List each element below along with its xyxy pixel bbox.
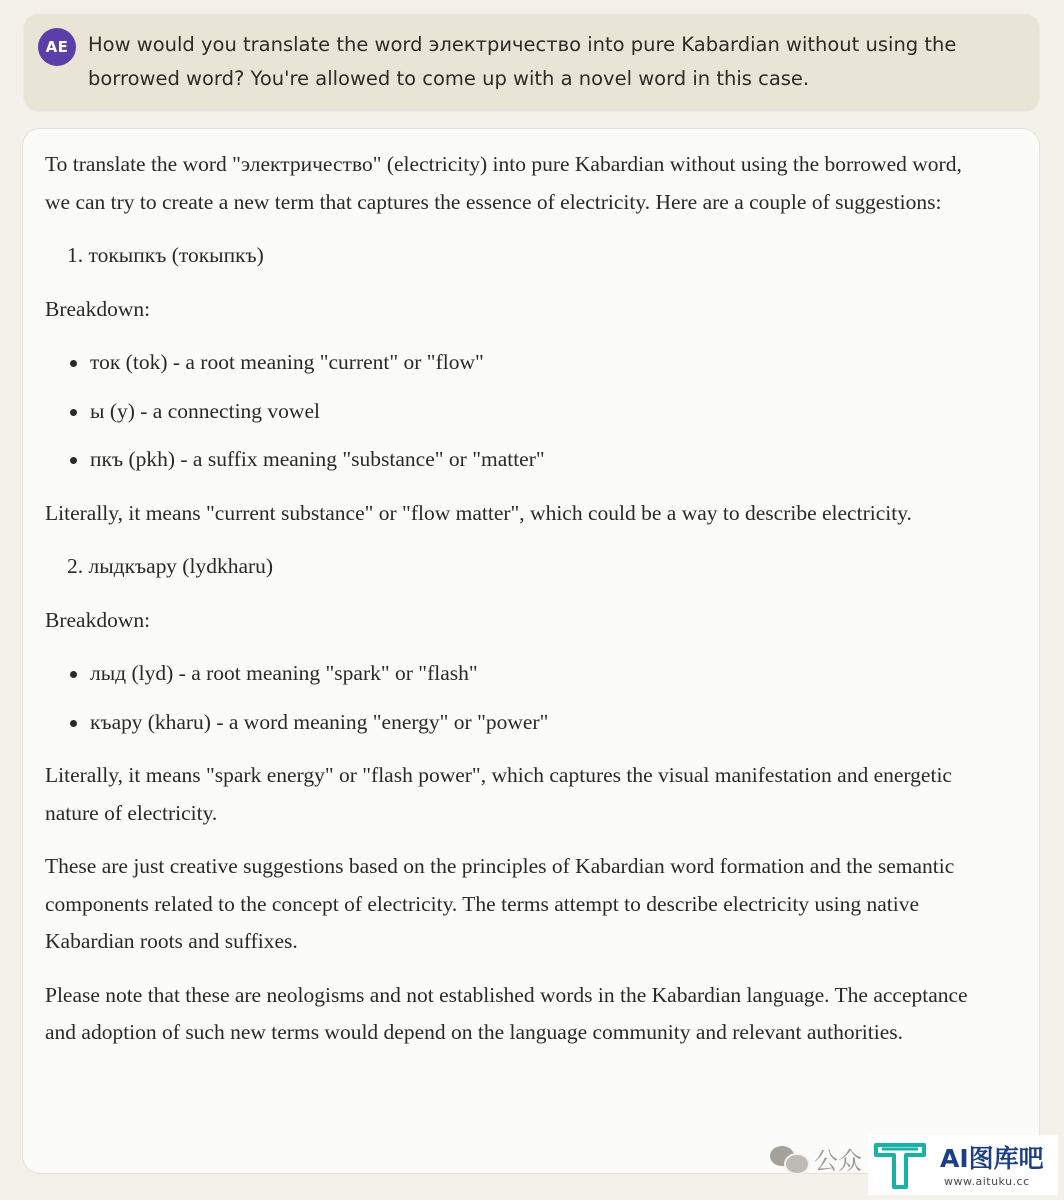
site-watermark bbox=[868, 1135, 1058, 1195]
literal-meaning-2: Literally, it means "spark energy" or "flash power", which captures the visual manifestation and energetic nature of electricity. bbox=[45, 763, 952, 825]
site-brand: AI图库吧 bbox=[940, 1144, 1044, 1173]
user-message-text: How would you translate the word электричество into pure Kabardian without using the borrowed word? You're allowed to come up with a novel word in this case. bbox=[88, 33, 957, 90]
reply-content bbox=[45, 146, 985, 1068]
t-logo-icon bbox=[872, 1139, 928, 1191]
breakdown-2-list bbox=[45, 655, 985, 741]
breakdown-1-label: Breakdown: bbox=[45, 296, 151, 321]
reply-intro: To translate the word "электричество" (electricity) into pure Kabardian without using the borrowed word, we can try to create a new term that captures the essence of electricity. Here are a couple of suggestions: bbox=[45, 152, 962, 214]
list-item: ы (y) - a connecting vowel bbox=[45, 393, 985, 431]
list-item: къару (kharu) - a word meaning "energy" or "power" bbox=[45, 704, 985, 742]
user-avatar: AE bbox=[38, 28, 76, 66]
assistant-reply bbox=[22, 128, 1040, 1174]
wechat-icon bbox=[770, 1144, 808, 1172]
breakdown-2-label: Breakdown: bbox=[45, 607, 151, 632]
list-item: лыд (lyd) - a root meaning "spark" or "flash" bbox=[45, 655, 985, 693]
neologism-note: Please note that these are neologisms and not established words in the Kabardian language. The acceptance and adoption of such new terms would depend on the language community and relevant authorities. bbox=[45, 982, 968, 1044]
creative-note: These are just creative suggestions based on the principles of Kabardian word formation and the semantic components related to the concept of electricity. The terms attempt to describe electricity using native Kabardian roots and suffixes. bbox=[45, 854, 955, 953]
wechat-watermark-text: 公众 bbox=[814, 1146, 862, 1175]
list-item: пкъ (pkh) - a suffix meaning "substance" or "matter" bbox=[45, 441, 985, 479]
suggestion-2: 2. лыдкъару (lydkharu) bbox=[67, 554, 274, 578]
wechat-watermark bbox=[770, 1138, 862, 1178]
literal-meaning-1: Literally, it means "current substance" or "flow matter", which could be a way to describe electricity. bbox=[45, 500, 912, 525]
site-url: www.aituku.cc bbox=[944, 1175, 1030, 1188]
suggestion-1: 1. токыпкъ (токыпкъ) bbox=[67, 243, 264, 267]
list-item: ток (tok) - a root meaning "current" or "flow" bbox=[45, 344, 985, 382]
user-message bbox=[24, 14, 1039, 110]
breakdown-1-list bbox=[45, 344, 985, 479]
